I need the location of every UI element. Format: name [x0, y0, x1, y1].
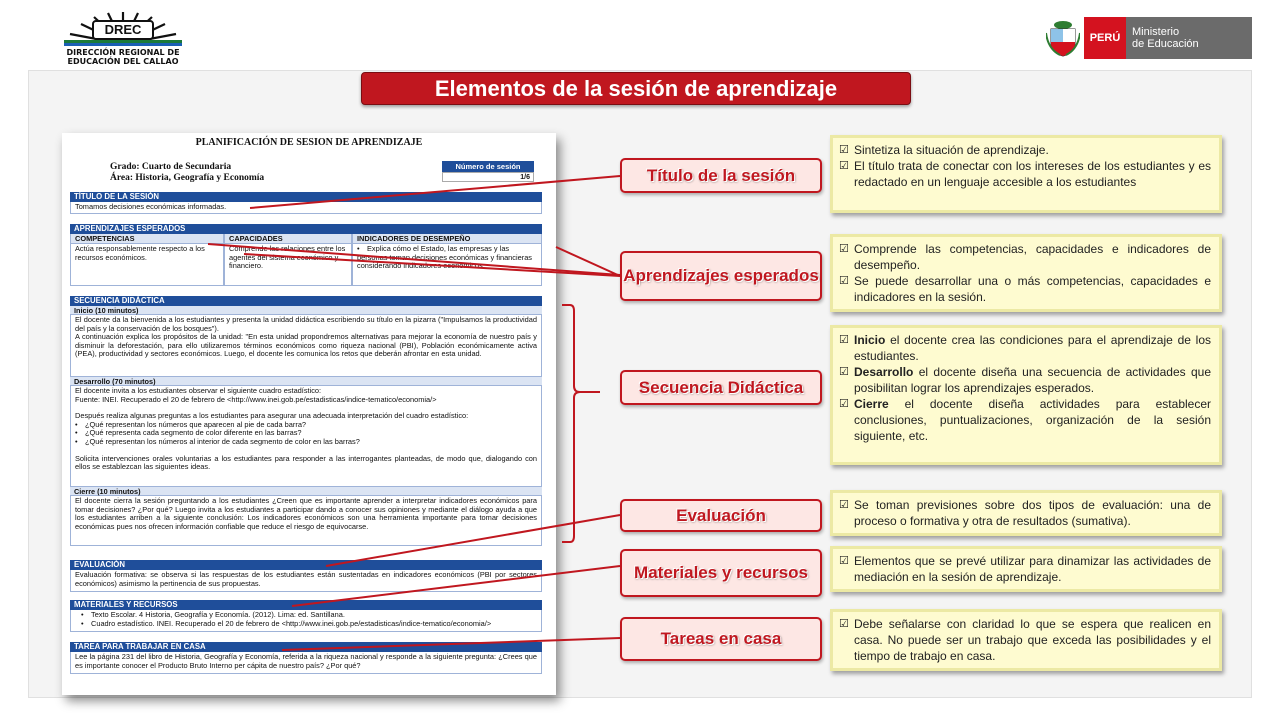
- inicio-head: Inicio (10 minutos): [70, 306, 542, 315]
- note-aprendizajes: [830, 234, 1222, 312]
- list-item: • Texto Escolar. 4 Historia, Geografía y Economía. (2012). Lima: ed. Santillana.: [81, 611, 537, 620]
- note-secuencia: [830, 325, 1222, 465]
- aprendizajes-section-head: APRENDIZAJES ESPERADOS: [70, 224, 542, 234]
- list-item: • ¿Qué representan los números que aparecen al pie de cada barra?: [75, 421, 537, 430]
- evaluacion-section-head: EVALUACIÓN: [70, 560, 542, 570]
- drec-logo: [56, 8, 190, 70]
- drec-badge: DREC: [92, 20, 154, 40]
- ballot-check-icon: ☑: [839, 397, 849, 410]
- titulo-section-text: Tomamos decisiones económicas informadas.: [70, 202, 542, 214]
- note-titulo: [830, 135, 1222, 213]
- titulo-section-head: TÍTULO DE LA SESIÓN: [70, 192, 542, 202]
- drec-name: DIRECCIÓN REGIONAL DE EDUCACIÓN DEL CALLAO: [66, 48, 180, 66]
- ballot-check-icon: ☑: [839, 333, 849, 346]
- ballot-check-icon: ☑: [839, 274, 849, 287]
- col-competencias: COMPETENCIAS: [70, 234, 224, 244]
- note-item: ☑ Se puede desarrollar una o más competencias, capacidades e indicadores en la sesión.: [839, 274, 1211, 304]
- label-aprendizajes-esperados: Aprendizajes esperados: [620, 251, 822, 301]
- list-item: • ¿Qué representa cada segmento de color diferente en las barras?: [75, 429, 537, 438]
- tarea-section-head: TAREA PARA TRABAJAR EN CASA: [70, 642, 542, 652]
- desarrollo-questions: [75, 421, 537, 447]
- desarrollo-head: Desarrollo (70 minutos): [70, 377, 542, 386]
- list-item: • Cuadro estadístico. INEI. Recuperado el 20 de febrero de <http://www.inei.gob.pe/estadisticas/indice-tematico/economia/>: [81, 620, 537, 629]
- ballot-check-icon: ☑: [839, 159, 849, 172]
- competencias-text: Actúa responsablemente respecto a los recursos económicos.: [70, 244, 224, 286]
- note-item: ☑ Elementos que se prevé utilizar para dinamizar las actividades de mediación en la sesión de aprendizaje.: [839, 554, 1211, 584]
- session-plan-document: [62, 133, 556, 695]
- note-item: ☑ Sintetiza la situación de aprendizaje.: [839, 143, 1049, 157]
- ballot-check-icon: ☑: [839, 554, 849, 567]
- tarea-section-text: Lee la página 231 del libro de Historia, Geografía y Economía, referida a la riqueza nacional y responde a la siguiente pregunta: ¿Crees que es importante conocer el Producto Bruto Interno per cápita de nuestro país? ¿Por qué?: [70, 652, 542, 674]
- note-item: ☑ Cierre el docente diseña actividades para establecer conclusiones, puntualizaciones, organización de la sesión siguiente, etc.: [839, 397, 1211, 443]
- list-item: • ¿Qué representan los números al interior de cada segmento de color en las barras?: [75, 438, 537, 447]
- desarrollo-body: El docente invita a los estudiantes observar el siguiente cuadro estadístico: Fuente: INEI. Recuperado el 20 de febrero de <http://www.inei.gob.pe/estadisticas/indice-tematico/economia/> Después realiza algunas preguntas a los estudiantes para asegurar una adecuada interpretación del cuadro estadístico: • ¿Qué representan los números que aparecen al pie de cada barra? • ¿Qué representa cada segmento de color diferente en las barras? • ¿Qué representan los números al interior de cada segmento de color en las barras? Solicita intervenciones orales voluntarias a los estudiantes para responder a las interrogantes planteadas, de modo que, dialogando con ellos se establezcan las siguientes ideas.: [70, 386, 542, 487]
- note-evaluacion: [830, 490, 1222, 536]
- note-item: ☑ Debe señalarse con claridad lo que se espera que realicen en casa. No puede ser un trabajo que exceda las posibilidades y el tiempo de trabajo en casa.: [839, 617, 1211, 663]
- ballot-check-icon: ☑: [839, 498, 849, 511]
- ballot-check-icon: ☑: [839, 242, 849, 255]
- evaluacion-section-text: Evaluación formativa: se observa si las respuestas de los estudiantes están sustentadas en indicadores económicos (PBI por sectores económicos) asimismo la pertinencia de sus propuestas.: [70, 570, 542, 592]
- doc-grado-area: Grado: Cuarto de Secundaria Área: Historia, Geografía y Economía: [110, 162, 265, 183]
- slide-title: Elementos de la sesión de aprendizaje: [361, 72, 911, 105]
- aprendizajes-row: [70, 244, 542, 286]
- note-materiales: [830, 546, 1222, 592]
- label-materiales-recursos: Materiales y recursos: [620, 549, 822, 597]
- aprendizajes-column-heads: [70, 234, 542, 244]
- peru-coat-of-arms-icon: [1046, 19, 1080, 57]
- numero-sesion-value: 1/6: [442, 172, 534, 182]
- label-tareas-casa: Tareas en casa: [620, 617, 822, 661]
- note-item: ☑ Se toman previsiones sobre dos tipos de evaluación: una de proceso o formativa y otra de resultados (sumativa).: [839, 498, 1211, 528]
- col-capacidades: CAPACIDADES: [224, 234, 352, 244]
- cierre-body: El docente cierra la sesión preguntando a los estudiantes ¿Creen que es importante aprender a interpretar indicadores económicos para tomar decisiones? ¿Por qué? Luego invita a los estudiantes a participar dando a conocer sus opiniones y mediante el diálogo ayuda a que los estudiantes arriben a la siguiente conclusión: Los indicadores económicos son una herramienta importante para tomar decisiones económicas pues nos ofrecen información confiable que reduce el riesgo de equivocarse.: [70, 496, 542, 546]
- col-indicadores: INDICADORES DE DESEMPEÑO: [352, 234, 542, 244]
- note-item: ☑ Comprende las competencias, capacidades e indicadores de desempeño.: [839, 242, 1211, 272]
- note-item: ☑ Inicio el docente crea las condiciones para el aprendizaje de los estudiantes.: [839, 333, 1211, 363]
- cierre-head: Cierre (10 minutos): [70, 487, 542, 496]
- note-item: ☑ Desarrollo el docente diseña una secuencia de actividades que posibilitan lograr los aprendizajes esperados.: [839, 365, 1211, 395]
- ballot-check-icon: ☑: [839, 365, 849, 378]
- secuencia-section-head: SECUENCIA DIDÁCTICA: [70, 296, 542, 306]
- ballot-check-icon: ☑: [839, 617, 849, 630]
- inicio-body: El docente da la bienvenida a los estudiantes y presenta la unidad didáctica escribiendo su título en la pizarra ("Impulsamos la productividad del país y la conservación de los bosques"). A continuación explica los propósitos de la unidad: "En esta unidad propondremos alternativas para mejorar la economía de nuestro país y disminuir la deforestación, para ello utilizaremos términos económicos como riqueza nacional (PBI), Población económicamente activa (PEA), productividad y sectores económicos. Luego, el docente les comunica los retos que deberán afrontar en esta unidad.: [70, 315, 542, 377]
- ministerio-text: Ministerio de Educación: [1126, 17, 1252, 59]
- doc-heading: PLANIFICACIÓN DE SESION DE APRENDIZAJE: [195, 137, 423, 148]
- numero-sesion-label: Número de sesión: [442, 161, 534, 172]
- note-tareas: [830, 609, 1222, 671]
- materiales-section-head: MATERIALES Y RECURSOS: [70, 600, 542, 610]
- peru-badge: PERÚ: [1084, 17, 1126, 59]
- note-item: ☑ El título trata de conectar con los intereses de los estudiantes y es redactado en un lenguaje accesible a los estudiantes: [839, 159, 1211, 189]
- indicadores-text: • Explica cómo el Estado, las empresas y las personas toman decisiones económicas y financieras considerando indicadores económicos.: [352, 244, 542, 286]
- materiales-section-body: [70, 610, 542, 632]
- minedu-logo: [1046, 17, 1252, 59]
- label-evaluacion: Evaluación: [620, 499, 822, 532]
- label-titulo-sesion: Título de la sesión: [620, 158, 822, 193]
- ballot-check-icon: ☑: [839, 143, 849, 156]
- label-secuencia-didactica: Secuencia Didáctica: [620, 370, 822, 405]
- capacidades-text: Comprende las relaciones entre los agentes del sistema económico y financiero.: [224, 244, 352, 286]
